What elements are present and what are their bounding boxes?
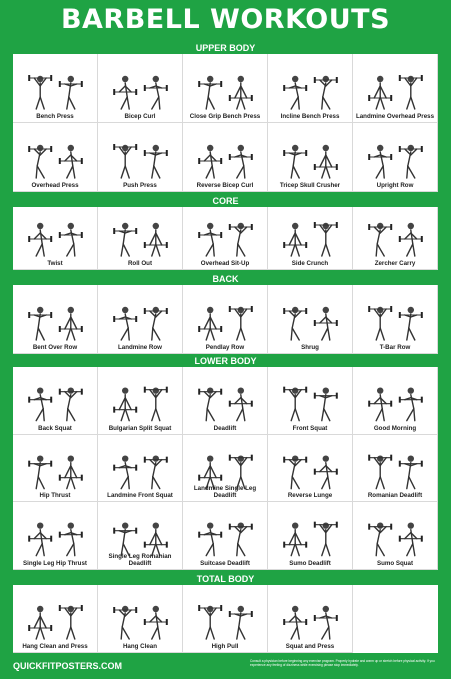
exercise-label: Twist <box>47 260 63 267</box>
exercise-label: Deadlift <box>213 424 237 432</box>
section-heading: BACK <box>13 273 438 285</box>
exercise-pendlay-row <box>183 285 268 354</box>
section-upper-body <box>13 42 438 192</box>
exercise-landmine-overhead-press <box>353 54 438 123</box>
exercise-illustration <box>98 435 183 493</box>
exercise-hip-thrust <box>13 435 98 503</box>
exercise-illustration <box>183 585 268 643</box>
exercise-illustration <box>268 367 353 425</box>
exercise-label: Landmine Front Squat <box>107 492 173 500</box>
section-heading: LOWER BODY <box>13 355 438 367</box>
exercise-illustration <box>98 502 183 560</box>
exercise-label: Shrug <box>301 344 319 351</box>
exercise-illustration <box>13 502 98 560</box>
exercise-high-pull <box>183 585 268 653</box>
exercise-label: Squat and Press <box>285 643 335 650</box>
exercise-sumo-squat <box>353 502 438 570</box>
exercise-label: Single Leg Hip Thrust <box>23 559 87 567</box>
exercise-label: Sumo Squat <box>376 559 414 567</box>
exercise-bulgarian-split-squat <box>98 367 183 435</box>
exercise-illustration <box>13 367 98 425</box>
exercise-label: Front Squat <box>292 424 328 432</box>
poster-title: BARBELL WORKOUTS <box>60 4 391 35</box>
section-back <box>13 273 438 354</box>
exercise-label: Landmine Overhead Press <box>355 113 435 120</box>
exercise-reverse-bicep-curl <box>183 123 268 192</box>
exercise-illustration <box>353 502 438 560</box>
exercise-illustration <box>353 123 438 182</box>
exercise-label: Hang Clean <box>122 643 158 650</box>
exercise-illustration <box>268 435 353 493</box>
exercise-suitcase-deadlift <box>183 502 268 570</box>
exercise-illustration <box>98 207 183 260</box>
exercise-single-leg-hip-thrust <box>13 502 98 570</box>
exercise-twist <box>13 207 98 270</box>
exercise-label: Close Grip Bench Press <box>189 113 261 120</box>
exercise-illustration <box>353 367 438 425</box>
exercise-close-grip-bench-press <box>183 54 268 123</box>
exercise-hang-clean <box>98 585 183 653</box>
exercise-illustration <box>98 123 183 182</box>
exercise-romanian-deadlift <box>353 435 438 503</box>
exercise-illustration <box>183 207 268 260</box>
exercise-label: Tricep Skull Crusher <box>279 182 341 189</box>
exercise-label: Back Squat <box>38 424 72 432</box>
exercise-front-squat <box>268 367 353 435</box>
exercise-label: Reverse Bicep Curl <box>196 182 254 189</box>
exercise-label: Romanian Deadlift <box>367 492 423 500</box>
exercise-illustration <box>268 123 353 182</box>
exercise-label: Suitcase Deadlift <box>200 559 250 567</box>
exercise-single-leg-romanian-deadlift <box>98 502 183 570</box>
exercise-label: Sumo Deadlift <box>289 559 331 567</box>
exercise-hang-clean-and-press <box>13 585 98 653</box>
exercise-label: Pendlay Row <box>205 344 245 351</box>
section-heading: CORE <box>13 195 438 207</box>
exercise-illustration <box>13 123 98 182</box>
exercise-label: T-Bar Row <box>379 344 411 351</box>
exercise-label: Overhead Press <box>31 182 79 189</box>
exercise-label: Bench Press <box>36 113 74 120</box>
section-heading: TOTAL BODY <box>13 573 438 585</box>
exercise-label: Hang Clean and Press <box>22 643 88 650</box>
exercise-tricep-skull-crusher <box>268 123 353 192</box>
exercise-illustration <box>353 435 438 493</box>
exercise-label: Landmine Row <box>117 344 162 351</box>
exercise-label: Reverse Lunge <box>287 492 333 500</box>
exercise-label: Bulgarian Split Squat <box>108 424 172 432</box>
exercise-landmine-single-leg-deadlift <box>183 435 268 503</box>
exercise-bench-press <box>13 54 98 123</box>
exercise-illustration <box>13 54 98 113</box>
exercise-illustration <box>353 207 438 260</box>
exercise-illustration <box>183 123 268 182</box>
exercise-illustration <box>353 285 438 344</box>
exercise-illustration <box>98 585 183 643</box>
exercise-illustration <box>353 54 438 113</box>
footer-brand: QUICKFITPOSTERS.COM <box>13 661 123 671</box>
section-core <box>13 195 438 270</box>
exercise-sumo-deadlift <box>268 502 353 570</box>
exercise-illustration <box>268 502 353 560</box>
exercise-squat-and-press <box>268 585 353 653</box>
exercise-bicep-curl <box>98 54 183 123</box>
exercise-label: Side Crunch <box>291 260 329 267</box>
exercise-overhead-sit-up <box>183 207 268 270</box>
exercise-label: High Pull <box>211 643 239 650</box>
exercise-landmine-row <box>98 285 183 354</box>
footer-disclaimer: Consult a physician before beginning any exercise program. Properly hydrate and warm up or stretch before physical activity. If you experience any feeling of dizziness while exercising please stop immediately. <box>250 659 435 667</box>
exercise-illustration <box>183 502 268 560</box>
exercise-push-press <box>98 123 183 192</box>
section-lower-body <box>13 355 438 570</box>
exercise-illustration <box>13 207 98 260</box>
exercise-illustration <box>98 54 183 113</box>
exercise-roll-out <box>98 207 183 270</box>
exercise-label: Zercher Carry <box>374 260 416 267</box>
exercise-label: Single Leg Romanian Deadlift <box>108 552 172 567</box>
section-heading: UPPER BODY <box>13 42 438 54</box>
exercise-illustration <box>98 285 183 344</box>
exercise-label: Push Press <box>123 182 157 189</box>
exercise-incline-bench-press <box>268 54 353 123</box>
exercise-zercher-carry <box>353 207 438 270</box>
exercise-reverse-lunge <box>268 435 353 503</box>
exercise-label: Bicep Curl <box>124 113 156 120</box>
exercise-illustration <box>13 435 98 493</box>
exercise-illustration <box>183 435 268 493</box>
exercise-label: Upright Row <box>376 182 414 189</box>
exercise-label: Landmine Single Leg Deadlift <box>193 485 257 500</box>
exercise-illustration <box>183 54 268 113</box>
exercise-t-bar-row <box>353 285 438 354</box>
exercise-illustration <box>183 285 268 344</box>
exercise-good-morning <box>353 367 438 435</box>
exercise-illustration <box>268 54 353 113</box>
exercise-landmine-front-squat <box>98 435 183 503</box>
exercise-label: Incline Bench Press <box>280 113 340 120</box>
footer <box>0 656 451 679</box>
exercise-shrug <box>268 285 353 354</box>
section-total-body <box>13 573 438 653</box>
exercise-illustration <box>268 585 353 643</box>
exercise-label: Roll Out <box>127 260 153 267</box>
exercise-label: Hip Thrust <box>39 492 71 500</box>
exercise-back-squat <box>13 367 98 435</box>
exercise-illustration <box>183 367 268 425</box>
exercise-illustration <box>13 585 98 643</box>
exercise-illustration <box>13 285 98 344</box>
exercise-bent-over-row <box>13 285 98 354</box>
exercise-label: Overhead Sit-Up <box>200 260 250 267</box>
exercise-label: Good Morning <box>373 424 417 432</box>
exercise-upright-row <box>353 123 438 192</box>
exercise-label: Bent Over Row <box>32 344 78 351</box>
exercise-illustration <box>268 285 353 344</box>
exercise-illustration <box>268 207 353 260</box>
exercise-side-crunch <box>268 207 353 270</box>
exercise-illustration <box>98 367 183 425</box>
exercise-overhead-press <box>13 123 98 192</box>
exercise-deadlift <box>183 367 268 435</box>
